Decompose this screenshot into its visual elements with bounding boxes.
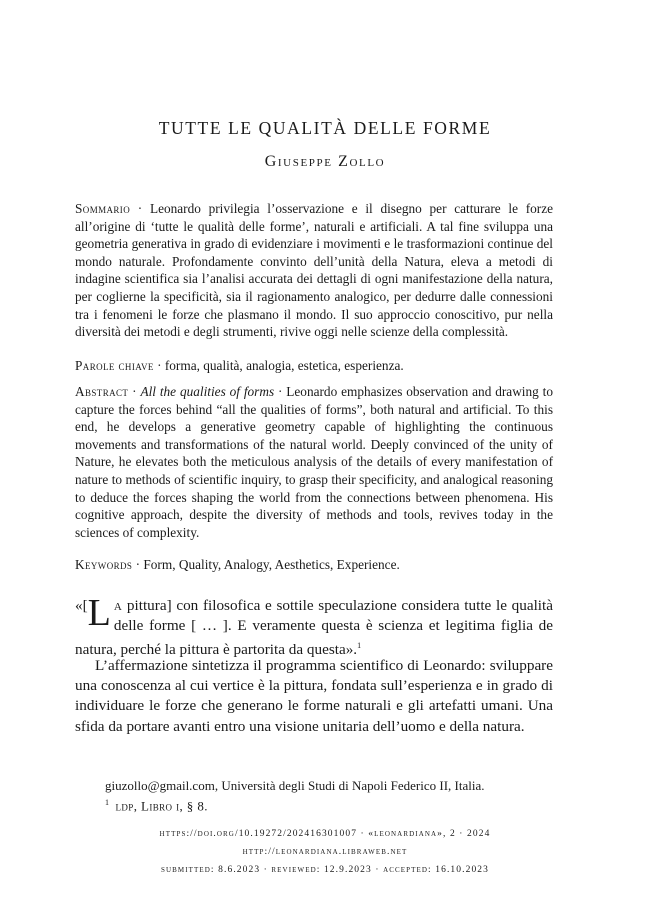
article-title: TUTTE LE QUALITÀ DELLE FORME: [158, 118, 492, 138]
keywords-text: Form, Quality, Analogy, Aesthetics, Experience.: [143, 557, 400, 572]
footnote-number: 1: [105, 798, 109, 807]
submission-dates: submitted: 8.6.2023 · reviewed: 12.9.2023 · accepted: 16.10.2023: [160, 865, 490, 875]
abstract-separator: ·: [128, 384, 141, 399]
abstract-paragraph: [75, 383, 553, 541]
abstract-separator-2: ·: [274, 384, 287, 399]
quote-open: «[: [75, 597, 88, 614]
opening-quote-paragraph: [75, 592, 553, 661]
sommario-separator: ·: [130, 201, 150, 216]
footnote-1: [105, 798, 565, 814]
author-affiliation: giuzollo@gmail.com, Università degli Studi di Napoli Federico II, Italia.: [105, 778, 485, 793]
parole-chiave-text: forma, qualità, analogia, estetica, esperienza.: [164, 358, 404, 373]
author-name: Giuseppe Zollo: [264, 153, 386, 170]
abstract-label: Abstract: [75, 384, 129, 399]
sommario-label: Sommario: [75, 201, 131, 216]
abstract-text: Leonardo emphasizes observation and drawing to capture the forces behind “all the qualities of forms”, both natural and artificial. To this end, he develops a generative geometry capable of highlighting the continuous movements and transformations of the natural world. Deeply convinced of the unity of Nature, he elevates both the meticulous analysis of the details of every manifestation of nature to methods of scientific inquiry, to grasp their specificity, and analogical reasoning to deduce the forces shaping the world from the connections between phenomena. His cognitive approach, despite the diversity of methods and tools, revives today in the sciences of complexity.: [75, 384, 553, 540]
footnote-text: ldp, Libro i, § 8.: [115, 798, 208, 814]
parole-chiave-paragraph: [75, 357, 553, 375]
keywords-paragraph: [75, 556, 553, 574]
doi-line: https://doi.org/10.19272/202416301007 · «leonardiana», 2 · 2024: [159, 829, 491, 839]
parole-chiave-separator: ·: [153, 358, 165, 373]
journal-url: http://leonardiana.libraweb.net: [242, 847, 408, 857]
body-paragraph: L’affermazione sintetizza il programma scientifico di Leonardo: sviluppare una conoscenza al cui vertice è la pittura, fondata sull’esperienza e in grado di individuare le forze che generano le forme naturali e gli artefatti umani. Una sfida da portare avanti entro una visione unitaria dell’uomo e della natura.: [75, 657, 553, 735]
drop-cap: L: [87, 592, 111, 634]
quote-text: pittura] con filosofica e sottile speculazione considera tutte le qualità delle forme [ … ]. E veramente questa è scienza et legitima figlia de natura, perché la pittura è partorita da questa».: [75, 597, 553, 659]
sommario-text: Leonardo privilegia l’osservazione e il disegno per catturare le forze all’origine di ‘tutte le qualità delle forme’, naturali e artificiali. A tal fine sviluppa una geometria generativa in grado di evidenziare i movimenti e le trasformazioni continue del mondo naturale. Profondamente convinto dell’unità della Natura, eleva a metodi di indagine scientifica sia l’analisi accurata dei dettagli di ogni manifestazione della natura, per coglierne la specificità, sia il ragionamento analogico, per dedurre dalle connessioni tra i fenomeni le forze che plasmano il mondo. Il suo approccio conoscitivo, pur nella diversità dei metodi e degli strumenti, rivive oggi nelle scienze della complessità.: [75, 201, 554, 340]
keywords-separator: ·: [132, 557, 144, 572]
parole-chiave-label: Parole chiave: [75, 358, 154, 373]
sommario-paragraph: [75, 200, 553, 341]
abstract-title: All the qualities of forms: [140, 384, 275, 399]
footnote-ref: 1: [357, 641, 362, 651]
keywords-label: Keywords: [75, 557, 133, 572]
quote-smallcap: a: [113, 597, 123, 614]
